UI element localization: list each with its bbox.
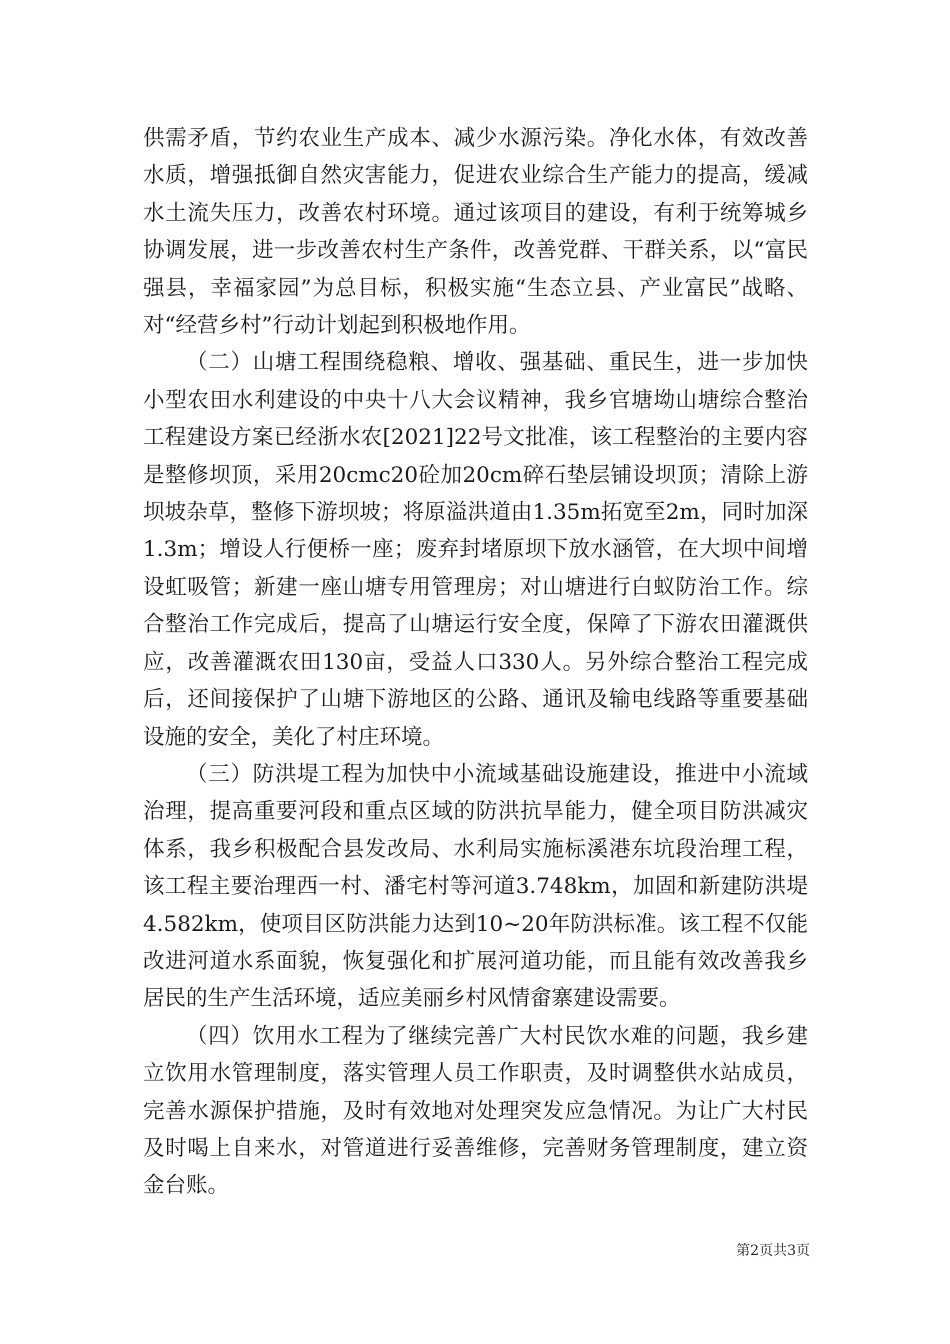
paragraph-continuation: 供需矛盾，节约农业生产成本、减少水源污染。净化水体，有效改善水质，增强抵御自然灾害能力，促进农业综合生产能力的提高，缓减水土流失压力，改善农村环境。通过该项目的建设，有利于统筹城乡协调发展，进一步改善农村生产条件，改善党群、干群关系，以“富民强县，幸福家园”为总目标，积极实施“生态立县、产业富民”战略、对“经营乡村”行动计划起到积极地作用。	[143, 126, 808, 339]
document-body	[143, 120, 808, 1205]
paragraph-flood-levee-project: （三）防洪堤工程为加快中小流域基础设施建设，推进中小流域治理，提高重要河段和重点区域的防洪抗旱能力，健全项目防洪减灾体系，我乡积极配合县发改局、水利局实施标溪港东坑段治理工程，该工程主要治理西一村、潘宅村等河道3.748km，加固和新建防洪堤4.582km，使项目区防洪能力达到10~20年防洪标准。该工程不仅能改进河道水系面貌，恢复强化和扩展河道功能，而且能有效改善我乡居民的生产生活环境，适应美丽乡村风情畲寨建设需要。	[143, 761, 808, 1012]
paragraph-pond-project: （二）山塘工程围绕稳粮、增收、强基础、重民生，进一步加快小型农田水利建设的中央十八大会议精神，我乡官塘坳山塘综合整治工程建设方案已经浙水农[2021]22号文批准，该工程整治的主要内容是整修坝顶，采用20cmc20砼加20cm碎石垫层铺设坝顶；清除上游坝坡杂草，整修下游坝坡；将原溢洪道由1.35m拓宽至2m，同时加深1.3m；增设人行便桥一座；废弃封堵原坝下放水涵管，在大坝中间增设虹吸管；新建一座山塘专用管理房；对山塘进行白蚁防治工作。综合整治工作完成后，提高了山塘运行安全度，保障了下游农田灌溉供应，改善灌溉农田130亩，受益人口330人。另外综合整治工程完成后，还间接保护了山塘下游地区的公路、通讯及输电线路等重要基础设施的安全，美化了村庄环境。	[143, 350, 808, 750]
paragraph-drinking-water-project: （四）饮用水工程为了继续完善广大村民饮水难的问题，我乡建立饮用水管理制度，落实管理人员工作职责，及时调整供水站成员，完善水源保护措施，及时有效地对处理突发应急情况。为让广大村民及时喝上自来水，对管道进行妥善维修，完善财务管理制度，建立资金台账。	[143, 1023, 808, 1199]
page-number-footer: 第2页共3页	[736, 1243, 810, 1259]
